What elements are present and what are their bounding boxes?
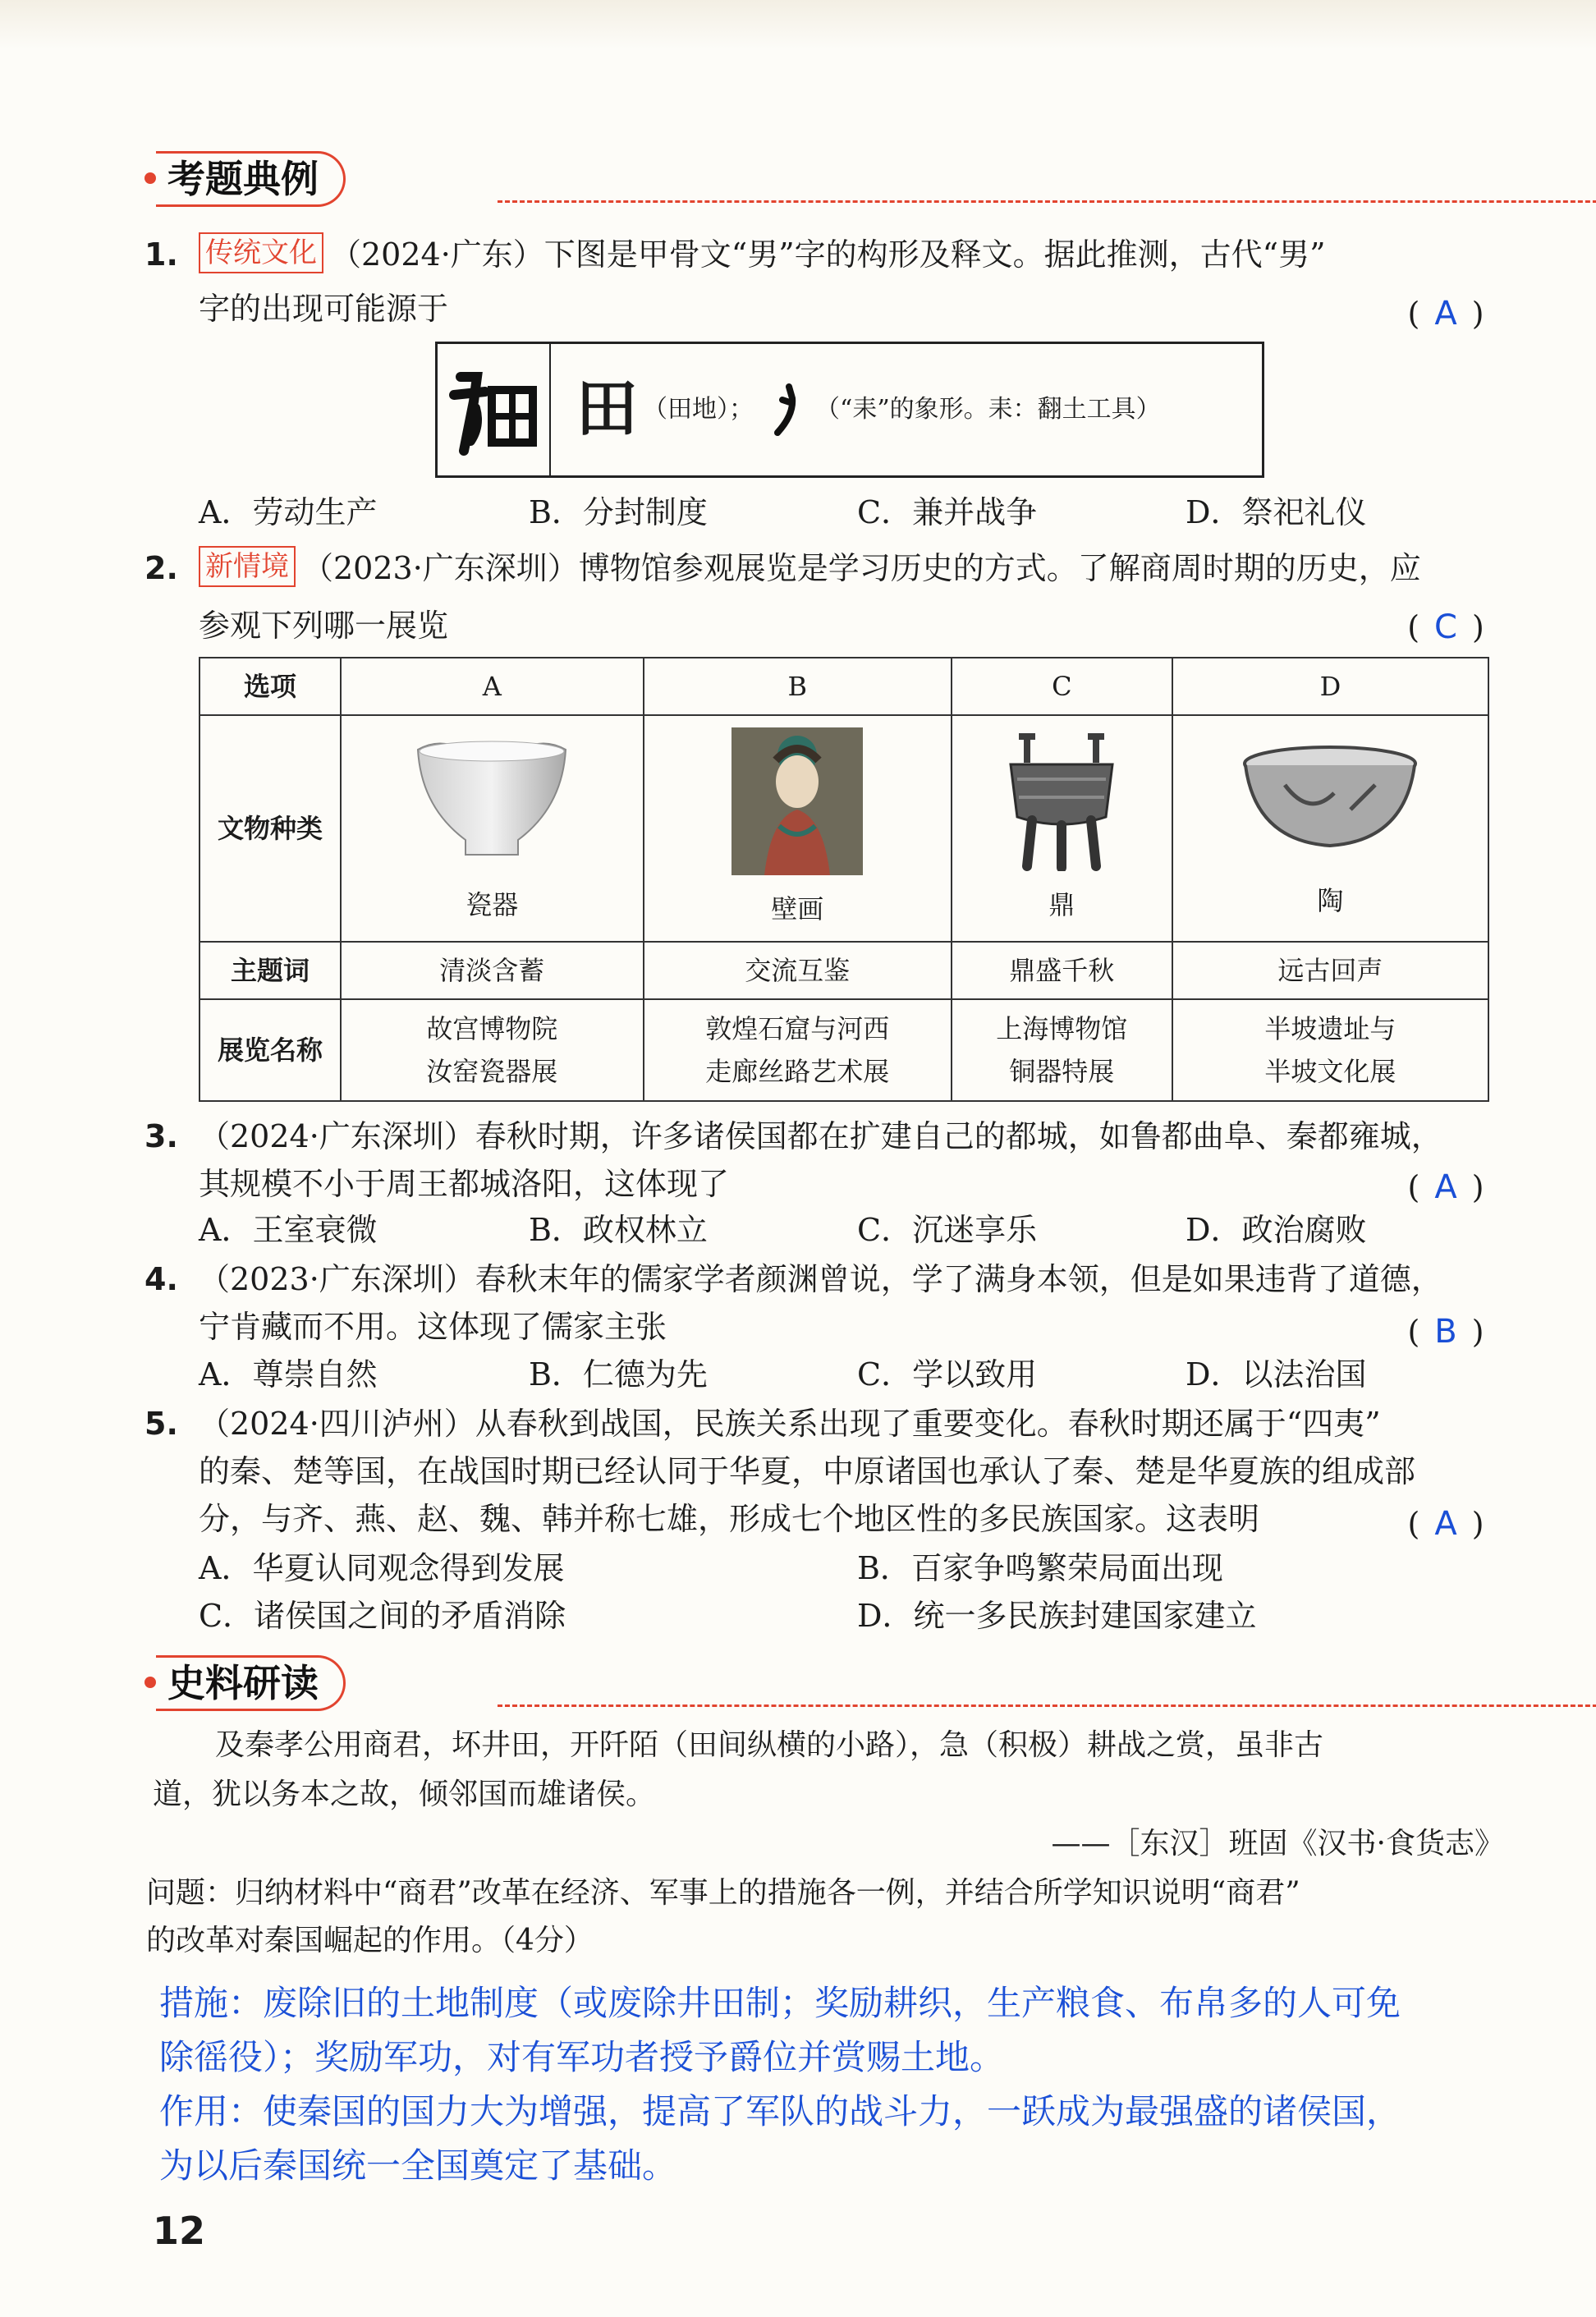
exhibition-name-line: 上海博物馆 — [996, 1013, 1128, 1044]
option-d: D．政治腐败 — [1186, 1212, 1367, 1248]
section-header-source-reading — [144, 1655, 1491, 1709]
source-line-2: 道，犹以务本之故，倾邻国而雄诸侯。 — [153, 1778, 656, 1811]
section-title: 考题典例 — [156, 151, 346, 207]
table-cell: 鼎盛千秋 — [952, 942, 1172, 999]
answer-bracket: ( A ) — [1407, 1505, 1484, 1543]
question-5-line-2: 的秦、楚等国，在战国时期已经认同于华夏，中原诸国也承认了秦、楚是华夏族的组成部 — [199, 1453, 1416, 1489]
answer-choice: A — [1434, 295, 1457, 333]
table-header-cell: D — [1172, 658, 1488, 715]
pottery-bowl-icon — [1173, 736, 1488, 879]
table-row-header: 展览名称 — [200, 999, 341, 1101]
option-c: C．兼并战争 — [857, 494, 1038, 530]
option-a: A．劳动生产 — [199, 494, 378, 530]
table-cell — [1172, 999, 1488, 1101]
table-cell — [341, 715, 644, 942]
oracle-bone-figure — [435, 342, 1264, 478]
table-header-cell: B — [644, 658, 952, 715]
option-c: C．学以致用 — [857, 1356, 1038, 1392]
tian-glyph: 田 — [576, 372, 638, 445]
exhibition-name-line: 汝窑瓷器展 — [426, 1056, 558, 1087]
table-row-header: 文物种类 — [200, 715, 341, 942]
option-d: D．统一多民族封建国家建立 — [857, 1598, 1257, 1634]
bullet-dot-icon — [144, 1677, 156, 1688]
answer-choice: A — [1434, 1505, 1457, 1543]
bronze-ding-icon — [952, 732, 1172, 883]
exhibition-name-line: 走廊丝路艺术展 — [705, 1056, 890, 1087]
table-cell — [952, 715, 1172, 942]
question-number: 4. — [144, 1261, 178, 1297]
mural-icon — [644, 727, 951, 888]
table-header-cell: 选项 — [200, 658, 341, 715]
table-row — [200, 658, 1488, 715]
section-title: 史料研读 — [156, 1655, 346, 1711]
exhibition-name-line: 半坡遗址与 — [1264, 1013, 1396, 1044]
answer-line-4: 为以后秦国统一全国奠定了基础。 — [159, 2145, 677, 2186]
option-b: B．分封制度 — [529, 494, 708, 530]
option-d: D．祭祀礼仪 — [1186, 494, 1367, 530]
question-5-line-3: 分，与齐、燕、赵、魏、韩并称七雄，形成七个地区性的多民族国家。这表明 — [199, 1501, 1260, 1537]
option-b: B．政权林立 — [529, 1212, 708, 1248]
table-cell — [644, 999, 952, 1101]
answer-line-3: 作用：使秦国的国力大为增强，提高了军队的战斗力，一跃成为最强盛的诸侯国， — [159, 2091, 1401, 2131]
section-header-exam-examples — [144, 151, 1491, 205]
tag-new-context: 新情境 — [199, 546, 296, 587]
option-c: C．诸侯国之间的矛盾消除 — [199, 1598, 566, 1634]
tian-caption: （田地）； — [643, 395, 754, 424]
table-cell — [1172, 715, 1488, 942]
tag-traditional-culture: 传统文化 — [199, 232, 323, 273]
question-3-line-2: 其规模不小于周王都城洛阳，这体现了 — [199, 1166, 730, 1202]
artifact-type-label: 壁画 — [771, 892, 824, 925]
porcelain-bowl-icon — [342, 732, 643, 883]
top-band — [0, 0, 1596, 49]
answer-choice: A — [1434, 1168, 1457, 1206]
option-b: B．仁德为先 — [529, 1356, 708, 1392]
answer-bracket: ( C ) — [1407, 608, 1484, 646]
artifact-type-label: 瓷器 — [466, 888, 519, 920]
question-1-line-2: 字的出现可能源于 — [199, 291, 449, 327]
question-number: 1. — [144, 236, 178, 273]
table-row — [200, 999, 1488, 1101]
table-cell: 远古回声 — [1172, 942, 1488, 999]
question-3-line-1: （2024·广东深圳）春秋时期，许多诸侯国都在扩建自己的都城，如鲁都曲阜、秦都雍城， — [199, 1118, 1442, 1154]
option-c: C．沉迷享乐 — [857, 1212, 1038, 1248]
table-header-cell: A — [341, 658, 644, 715]
table-cell — [644, 715, 952, 942]
source-citation: ——［东汉］班固《汉书·食货志》 — [1051, 1827, 1504, 1860]
exhibition-name-line: 半坡文化展 — [1264, 1056, 1396, 1087]
table-row — [200, 942, 1488, 999]
question-number: 2. — [144, 550, 178, 586]
question-line-2: 的改革对秦国崛起的作用。（4分） — [146, 1924, 594, 1957]
answer-bracket: ( A ) — [1407, 295, 1484, 333]
table-cell — [952, 999, 1172, 1101]
option-d: D．以法治国 — [1186, 1356, 1367, 1392]
exhibition-table — [199, 657, 1489, 1102]
answer-line-2: 除徭役）；奖励军功，对有军功者授予爵位并赏赐土地。 — [159, 2037, 1005, 2077]
answer-choice: C — [1434, 608, 1457, 646]
dashed-divider — [498, 1704, 1596, 1707]
question-4-line-2: 宁肯藏而不用。这体现了儒家主张 — [199, 1309, 667, 1345]
question-number: 5. — [144, 1406, 178, 1442]
answer-line-1: 措施：废除旧的土地制度（或废除井田制；奖励耕织，生产粮食、布帛多的人可免 — [159, 1983, 1401, 2023]
source-line-1: 及秦孝公用商君，坏井田，开阡陌（田间纵横的小路），急（积极）耕战之赏，虽非古 — [215, 1728, 1324, 1762]
artifact-type-label: 鼎 — [1048, 888, 1075, 920]
answer-choice: B — [1434, 1313, 1457, 1351]
table-cell: 清淡含蓄 — [341, 942, 644, 999]
table-cell: 交流互鉴 — [644, 942, 952, 999]
question-2-line-2: 参观下列哪一展览 — [199, 608, 449, 644]
table-row — [200, 715, 1488, 942]
question-line-1: 问题：归纳材料中“商君”改革在经济、军事上的措施各一例，并结合所学知识说明“商君” — [146, 1876, 1300, 1910]
page-number: 12 — [153, 2209, 206, 2253]
question-5-line-1: （2024·四川泸州）从春秋到战国，民族关系出现了重要变化。春秋时期还属于“四夷” — [199, 1406, 1381, 1442]
exhibition-name-line: 铜器特展 — [1009, 1056, 1115, 1087]
question-2-line-1 — [199, 544, 1421, 593]
option-a: A．王室衰微 — [199, 1212, 378, 1248]
question-text: （2024·广东）下图是甲骨文“男”字的构形及释文。据此推测，古代“男” — [330, 236, 1326, 273]
exhibition-name-line: 敦煌石窟与河西 — [705, 1013, 890, 1044]
oracle-bone-lei-icon — [764, 382, 805, 439]
oracle-bone-nan-icon — [438, 344, 551, 475]
table-header-cell: C — [952, 658, 1172, 715]
answer-bracket: ( A ) — [1407, 1168, 1484, 1206]
option-a: A．华夏认同观念得到发展 — [199, 1550, 565, 1586]
answer-bracket: ( B ) — [1407, 1313, 1484, 1351]
question-1-line-1 — [199, 230, 1326, 279]
exhibition-name-line: 故宫博物院 — [426, 1013, 558, 1044]
dashed-divider — [498, 200, 1596, 203]
question-text: （2023·广东深圳）博物馆参观展览是学习历史的方式。了解商周时期的历史，应 — [302, 550, 1421, 586]
question-4-line-1: （2023·广东深圳）春秋末年的儒家学者颜渊曾说，学了满身本领，但是如果违背了道德， — [199, 1261, 1442, 1297]
bullet-dot-icon — [144, 172, 156, 184]
question-number: 3. — [144, 1118, 178, 1154]
option-b: B．百家争鸣繁荣局面出现 — [857, 1550, 1223, 1586]
lei-caption: （“耒”的象形。耒：翻土工具） — [815, 395, 1161, 424]
artifact-type-label: 陶 — [1317, 884, 1344, 916]
table-cell — [341, 999, 644, 1101]
option-a: A．尊崇自然 — [199, 1356, 378, 1392]
table-row-header: 主题词 — [200, 942, 341, 999]
